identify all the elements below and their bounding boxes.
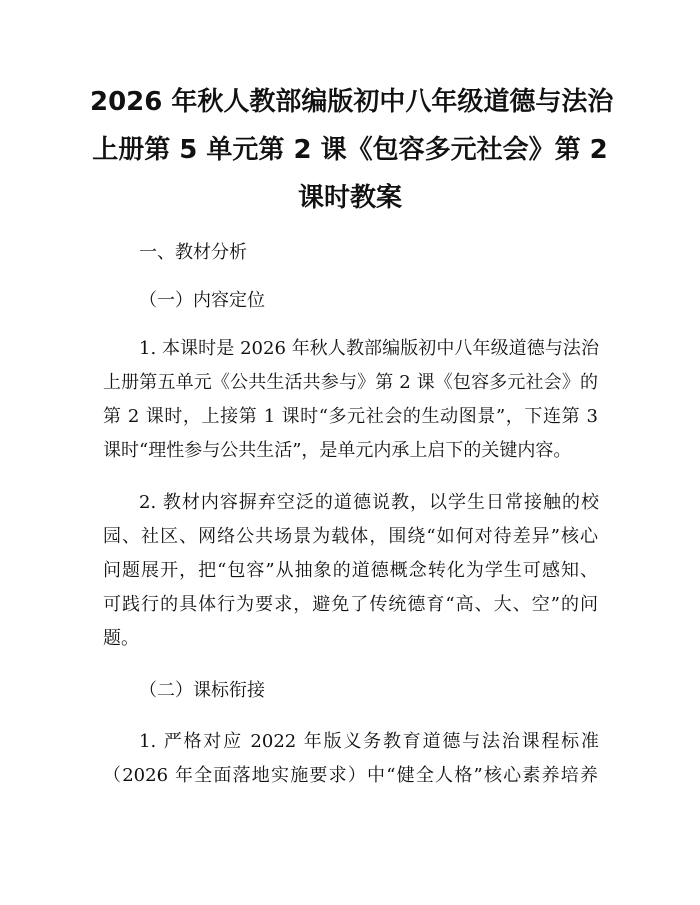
section-heading-materials-analysis: 一、教材分析 bbox=[139, 242, 247, 263]
paragraph-3-line-1: 1. 严格对应 2022 年版义务教育道德与法治课程标准 bbox=[139, 731, 599, 752]
paragraph-1-line-4: 课时“理性参与公共生活”，是单元内承上启下的关键内容。 bbox=[103, 440, 572, 461]
document-title-line-1: 2026 年秋人教部编版初中八年级道德与法治 bbox=[90, 87, 614, 117]
paragraph-2-line-1: 2. 教材内容摒弃空泛的道德说教，以学生日常接触的校 bbox=[139, 492, 599, 513]
paragraph-2-line-4: 可践行的具体行为要求，避免了传统德育“高、大、空”的问 bbox=[103, 594, 598, 615]
paragraph-2-line-2: 园、社区、网络公共场景为载体，围绕“如何对待差异”核心 bbox=[103, 526, 598, 547]
paragraph-1-line-3: 第 2 课时，上接第 1 课时“多元社会的生动图景”，下连第 3 bbox=[103, 406, 598, 427]
paragraph-2-line-3: 问题展开，把“包容”从抽象的道德概念转化为学生可感知、 bbox=[103, 560, 598, 581]
document-title-line-2: 上册第 5 单元第 2 课《包容多元社会》第 2 bbox=[92, 135, 608, 165]
paragraph-1-line-2: 上册第五单元《公共生活共参与》第 2 课《包容多元社会》的 bbox=[103, 372, 598, 393]
paragraph-1-line-1: 1. 本课时是 2026 年秋人教部编版初中八年级道德与法治 bbox=[139, 338, 599, 359]
subsection-heading-content-positioning: （一）内容定位 bbox=[139, 290, 265, 311]
document-title-line-3: 课时教案 bbox=[297, 183, 402, 213]
paragraph-2-line-5: 题。 bbox=[103, 628, 139, 649]
paragraph-3-line-2: （2026 年全面落地实施要求）中“健全人格”核心素养培养 bbox=[103, 765, 598, 786]
subsection-heading-curriculum-alignment: （二）课标衔接 bbox=[139, 680, 265, 701]
